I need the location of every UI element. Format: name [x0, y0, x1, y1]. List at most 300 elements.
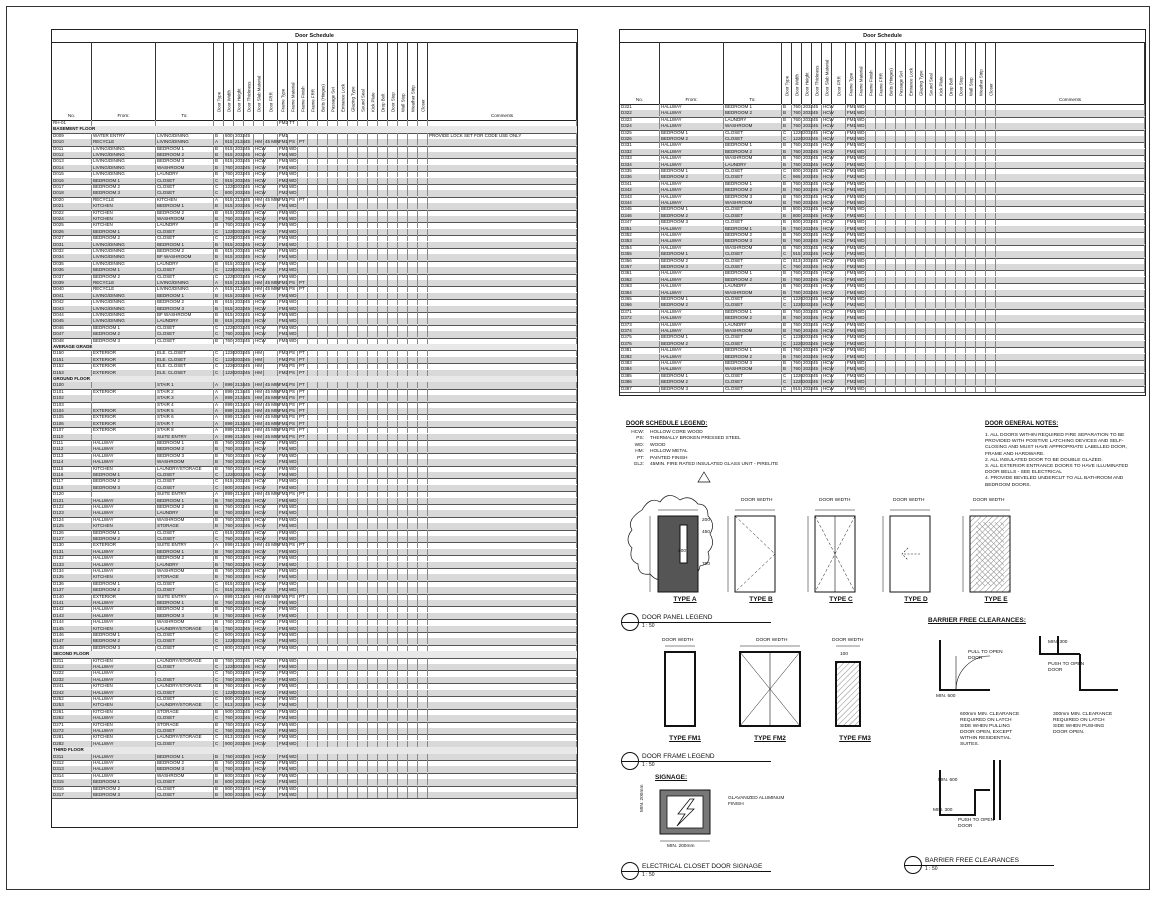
table-cell	[986, 347, 996, 353]
table-cell	[896, 181, 906, 187]
table-cell: HCW	[823, 206, 834, 212]
table-cell: LIVING/DINING	[92, 165, 156, 171]
table-cell: HCW	[255, 625, 266, 631]
table-cell	[886, 206, 896, 212]
table-cell: ELE. CLOSET	[156, 357, 214, 363]
table-cell: 45	[812, 168, 822, 174]
table-cell	[418, 517, 428, 523]
table-cell: FM1	[847, 270, 856, 276]
table-cell: HM	[255, 427, 262, 433]
table-cell	[896, 315, 906, 321]
table-cell	[916, 168, 926, 174]
table-cell	[298, 306, 308, 312]
table-cell: D136	[52, 581, 92, 587]
table-cell	[338, 574, 348, 580]
table-cell	[966, 270, 976, 276]
table-cell	[328, 414, 338, 420]
table-cell	[418, 318, 428, 324]
table-cell: D117	[52, 478, 92, 484]
table-cell	[378, 702, 388, 708]
table-cell: HCW	[823, 264, 834, 269]
table-cell	[916, 322, 926, 328]
table-cell: 45 MIN	[265, 433, 280, 439]
table-cell	[418, 600, 428, 606]
table-cell: WD	[857, 276, 865, 282]
table-cell	[408, 146, 418, 152]
table-cell	[338, 312, 348, 318]
table-cell	[308, 645, 318, 651]
table-cell	[264, 363, 278, 369]
table-cell	[408, 472, 418, 478]
table-cell: 2032	[235, 785, 246, 791]
table-cell: D252	[52, 696, 92, 702]
table-cell: STAIR 3	[156, 395, 214, 401]
table-cell	[866, 123, 876, 129]
table-cell	[418, 306, 428, 312]
table-cell	[916, 258, 926, 264]
table-cell: ELE. CLOSET	[156, 350, 214, 356]
table-cell: HCW	[255, 696, 266, 701]
table-cell: FM2	[847, 385, 856, 391]
table-cell	[348, 715, 358, 721]
table-cell	[328, 421, 338, 427]
table-cell	[408, 741, 418, 747]
table-cell: 2032	[235, 670, 246, 676]
table-cell: HALLWAY	[92, 760, 156, 766]
table-cell: BEDROOM 2	[156, 299, 214, 305]
table-cell	[398, 190, 408, 196]
table-cell	[398, 440, 408, 446]
table-cell	[418, 286, 428, 292]
table-cell: D143	[52, 613, 92, 619]
table-cell	[388, 478, 398, 484]
table-cell: 1220	[225, 363, 236, 369]
table-cell: KITCHEN	[92, 734, 156, 740]
table-cell: 2032	[235, 260, 246, 266]
table-cell	[886, 162, 896, 168]
table-cell	[976, 386, 986, 392]
table-cell	[328, 389, 338, 395]
table-cell	[398, 626, 408, 632]
table-cell	[368, 235, 378, 241]
table-cell	[896, 258, 906, 264]
table-cell	[308, 222, 318, 228]
table-cell	[318, 510, 328, 516]
table-cell	[896, 302, 906, 308]
table-cell	[348, 286, 358, 292]
table-cell: HALLWAY	[92, 446, 156, 452]
table-cell: HCW	[255, 766, 266, 772]
table-cell	[368, 613, 378, 619]
table-cell: D151	[52, 357, 92, 363]
table-cell: BEDROOM 2	[724, 149, 782, 155]
table-cell: HCW	[255, 267, 266, 273]
table-cell: FM1	[279, 561, 288, 567]
table-cell	[338, 190, 348, 196]
table-cell	[408, 670, 418, 676]
table-cell	[298, 536, 308, 542]
table-cell: HALLWAY	[92, 453, 156, 459]
table-cell: BEDROOM 3	[156, 453, 214, 459]
table-cell	[936, 123, 946, 129]
table-cell	[358, 408, 368, 414]
table-cell: FM2	[279, 734, 288, 740]
table-cell	[418, 478, 428, 484]
table-cell	[408, 581, 418, 587]
table-cell: 915	[225, 529, 233, 535]
table-cell: 1220	[793, 296, 804, 301]
table-cell	[886, 296, 896, 302]
table-cell	[398, 133, 408, 139]
table-cell	[916, 347, 926, 353]
table-cell: FM1	[847, 232, 856, 237]
table-cell: FM2	[279, 632, 288, 637]
table-cell	[388, 158, 398, 164]
table-cell	[348, 312, 358, 318]
table-cell: D222	[52, 670, 92, 676]
table-cell	[358, 389, 368, 395]
table-cell	[388, 792, 398, 798]
table-cell	[418, 216, 428, 222]
table-cell: 2032	[235, 331, 246, 337]
type-b-caption: TYPE B	[749, 596, 773, 603]
table-cell: D336	[620, 174, 660, 180]
table-cell	[264, 248, 278, 254]
table-cell: D100	[52, 382, 92, 388]
table-cell: KITCHEN	[92, 683, 156, 689]
table-cell	[318, 619, 328, 625]
table-cell	[358, 741, 368, 747]
table-cell: WASHROOM	[724, 290, 782, 296]
table-cell: CLOSET	[724, 264, 782, 270]
table-cell	[966, 245, 976, 251]
table-cell	[966, 386, 976, 392]
table-cell: 45	[812, 379, 822, 385]
table-cell	[328, 549, 338, 555]
table-cell: HALLWAY	[92, 504, 156, 510]
table-cell: PS	[288, 427, 298, 433]
table-cell	[408, 562, 418, 568]
table-cell	[896, 245, 906, 251]
table-cell: FM1	[279, 504, 288, 509]
table-cell	[966, 315, 976, 321]
table-cell	[264, 664, 278, 670]
table-cell: D036	[52, 267, 92, 273]
table-cell: 760	[793, 155, 801, 161]
table-cell	[418, 274, 428, 280]
table-cell: D345	[620, 206, 660, 212]
table-cell: D353	[620, 238, 660, 244]
table-cell: FM1	[279, 657, 288, 663]
table-cell	[156, 670, 214, 676]
table-cell: 2032	[235, 561, 246, 567]
table-cell	[348, 510, 358, 516]
legend-item: WD: WOOD	[634, 442, 666, 448]
table-cell	[318, 696, 328, 702]
table-cell: HCW	[255, 228, 266, 234]
table-cell: 2032	[803, 360, 814, 365]
table-cell	[428, 645, 577, 651]
table-cell	[886, 238, 896, 244]
table-cell	[956, 213, 966, 219]
table-cell: B	[214, 459, 224, 465]
table-cell	[388, 235, 398, 241]
table-cell	[308, 293, 318, 299]
table-cell: D114	[52, 459, 92, 465]
table-cell: HCW	[255, 235, 266, 241]
table-cell: 2032	[803, 270, 814, 276]
table-cell	[368, 504, 378, 510]
table-cell	[418, 434, 428, 440]
table-cell	[956, 238, 966, 244]
table-cell	[896, 238, 906, 244]
table-cell	[428, 184, 577, 190]
table-cell	[418, 658, 428, 664]
table-cell: 2032	[235, 235, 246, 241]
table-cell	[876, 168, 886, 174]
table-cell	[876, 373, 886, 379]
column-header: Comments	[428, 42, 577, 120]
table-cell: HCW	[255, 740, 266, 746]
table-cell	[318, 632, 328, 638]
table-cell	[378, 466, 388, 472]
column-header: Closer	[418, 42, 428, 120]
table-cell: CLOSET	[724, 302, 782, 308]
table-cell	[358, 274, 368, 280]
table-cell: HALLWAY	[92, 549, 156, 555]
table-cell	[308, 440, 318, 446]
table-cell	[388, 318, 398, 324]
table-cell	[328, 619, 338, 625]
table-cell: C	[214, 587, 224, 593]
table-cell: WD	[289, 574, 297, 580]
table-cell: 45	[244, 715, 254, 721]
table-cell	[264, 792, 278, 798]
table-cell	[876, 181, 886, 187]
table-cell: 2032	[235, 228, 246, 234]
table-cell	[358, 261, 368, 267]
table-cell	[398, 574, 408, 580]
table-cell	[428, 517, 577, 523]
table-cell: D017	[52, 184, 92, 190]
table-cell	[388, 459, 398, 465]
legend-item: GL2: 45MIN. FIRE RATED INSULATED GLASS UNIT - PIRELITE	[633, 462, 779, 467]
table-cell: WD	[289, 164, 297, 170]
table-cell	[408, 766, 418, 772]
table-cell	[398, 786, 408, 792]
table-cell	[832, 309, 846, 315]
table-cell	[328, 382, 338, 388]
table-cell	[388, 472, 398, 478]
table-cell: 760	[793, 161, 801, 167]
table-cell: FM2	[847, 340, 856, 346]
table-cell: B	[214, 261, 224, 267]
column-header: Frame FRR	[876, 42, 886, 104]
table-cell: 1220	[225, 228, 236, 234]
table-cell	[896, 341, 906, 347]
table-cell	[378, 472, 388, 478]
table-cell	[298, 792, 308, 798]
table-cell: FM1	[279, 433, 288, 439]
table-cell	[388, 203, 398, 209]
table-cell	[298, 722, 308, 728]
table-cell	[886, 270, 896, 276]
table-cell	[418, 722, 428, 728]
table-cell	[264, 274, 278, 280]
table-cell	[388, 530, 398, 536]
table-cell: 45	[812, 258, 822, 264]
table-cell	[906, 277, 916, 283]
table-cell	[946, 379, 956, 385]
table-cell	[368, 389, 378, 395]
table-cell: 2032	[235, 318, 246, 324]
table-cell: 760	[225, 676, 233, 682]
table-cell: 800	[793, 206, 801, 212]
table-cell	[926, 354, 936, 360]
table-cell	[986, 149, 996, 155]
table-cell	[946, 386, 956, 392]
table-cell: 45	[244, 274, 254, 280]
table-cell	[428, 267, 577, 273]
table-cell: WD	[289, 241, 297, 247]
table-cell: B	[782, 277, 792, 283]
table-cell	[398, 715, 408, 721]
table-cell: 800	[225, 190, 233, 196]
table-cell	[368, 216, 378, 222]
table-cell	[328, 274, 338, 280]
table-cell	[358, 581, 368, 587]
table-cell	[398, 702, 408, 708]
table-cell	[298, 510, 308, 516]
table-cell	[264, 562, 278, 568]
table-cell: FM2	[847, 129, 856, 135]
table-cell: HCW	[255, 574, 266, 580]
table-cell	[398, 254, 408, 260]
table-cell	[378, 478, 388, 484]
table-cell: BEDROOM 2	[724, 187, 782, 193]
table-cell	[358, 133, 368, 139]
table-cell	[428, 318, 577, 324]
table-cell	[996, 219, 1145, 225]
table-cell: 45	[244, 466, 254, 472]
table-cell	[832, 302, 846, 308]
table-cell	[368, 766, 378, 772]
table-cell: HCW	[823, 372, 834, 378]
table-cell	[832, 110, 846, 116]
table-cell	[866, 386, 876, 392]
table-cell: FM1	[847, 238, 856, 244]
table-cell: HALLWAY	[92, 670, 156, 676]
table-cell: HCW	[823, 315, 834, 321]
table-cell	[418, 357, 428, 363]
table-cell: 2032	[235, 612, 246, 618]
table-cell	[408, 690, 418, 696]
table-cell	[976, 219, 986, 225]
table-cell	[378, 530, 388, 536]
table-cell	[348, 139, 358, 145]
table-cell	[298, 587, 308, 593]
table-cell: B	[782, 155, 792, 161]
table-cell	[876, 366, 886, 372]
table-cell: RECYCLE	[92, 197, 156, 203]
table-cell	[308, 485, 318, 491]
table-cell: WD	[289, 228, 297, 234]
table-cell: HCW	[255, 440, 266, 445]
table-cell: WD	[857, 129, 865, 135]
table-cell	[378, 619, 388, 625]
table-cell: WD	[289, 523, 297, 529]
table-cell: 45	[244, 440, 254, 446]
table-cell: WD	[289, 184, 297, 189]
table-cell: HCW	[823, 136, 834, 141]
table-cell	[986, 290, 996, 296]
table-cell: LAUNDRY/STORAGE	[156, 626, 214, 632]
table-cell	[388, 248, 398, 254]
table-cell	[348, 491, 358, 497]
table-cell	[308, 389, 318, 395]
table-cell	[916, 354, 926, 360]
table-cell: 2032	[235, 772, 246, 778]
table-cell: HCW	[255, 516, 266, 522]
table-cell: BEDROOM 1	[660, 130, 724, 136]
table-cell: C	[782, 386, 792, 392]
table-cell: FM1	[279, 459, 288, 465]
table-cell	[388, 491, 398, 497]
table-cell	[428, 574, 577, 580]
table-cell	[916, 264, 926, 270]
table-cell	[378, 773, 388, 779]
table-cell	[264, 453, 278, 459]
table-cell: 45	[244, 395, 254, 401]
table-cell	[378, 690, 388, 696]
table-cell: 45 MIN	[265, 420, 280, 426]
table-cell	[318, 446, 328, 452]
table-cell: FM1	[279, 401, 288, 407]
table-cell	[428, 606, 577, 612]
table-cell	[388, 606, 398, 612]
table-cell	[926, 302, 936, 308]
type-a-dim-1: 200	[678, 549, 687, 554]
table-cell: FM1	[279, 395, 288, 401]
table-cell	[328, 658, 338, 664]
table-cell	[328, 357, 338, 363]
table-cell	[358, 146, 368, 152]
table-cell: 45	[244, 318, 254, 324]
table-cell	[378, 434, 388, 440]
table-cell: C	[214, 632, 224, 638]
table-cell: HCW	[255, 465, 266, 471]
table-cell	[986, 181, 996, 187]
table-cell	[388, 139, 398, 145]
table-cell: PT	[298, 382, 308, 388]
table-cell	[318, 453, 328, 459]
table-cell: BEDROOM 3	[92, 485, 156, 491]
table-cell	[398, 587, 408, 593]
table-cell	[428, 139, 577, 145]
table-cell: 45	[244, 536, 254, 542]
table-cell: D211	[52, 658, 92, 664]
note-line: BEDROOM DOORS.	[985, 482, 1031, 488]
table-cell	[428, 754, 577, 760]
table-cell: 760	[225, 459, 233, 465]
table-cell: WD	[289, 772, 297, 778]
table-cell: D152	[52, 363, 92, 369]
table-cell: LIVING/DINING	[156, 133, 214, 139]
table-cell	[358, 702, 368, 708]
table-cell	[418, 421, 428, 427]
table-cell	[832, 270, 846, 276]
table-cell	[368, 709, 378, 715]
